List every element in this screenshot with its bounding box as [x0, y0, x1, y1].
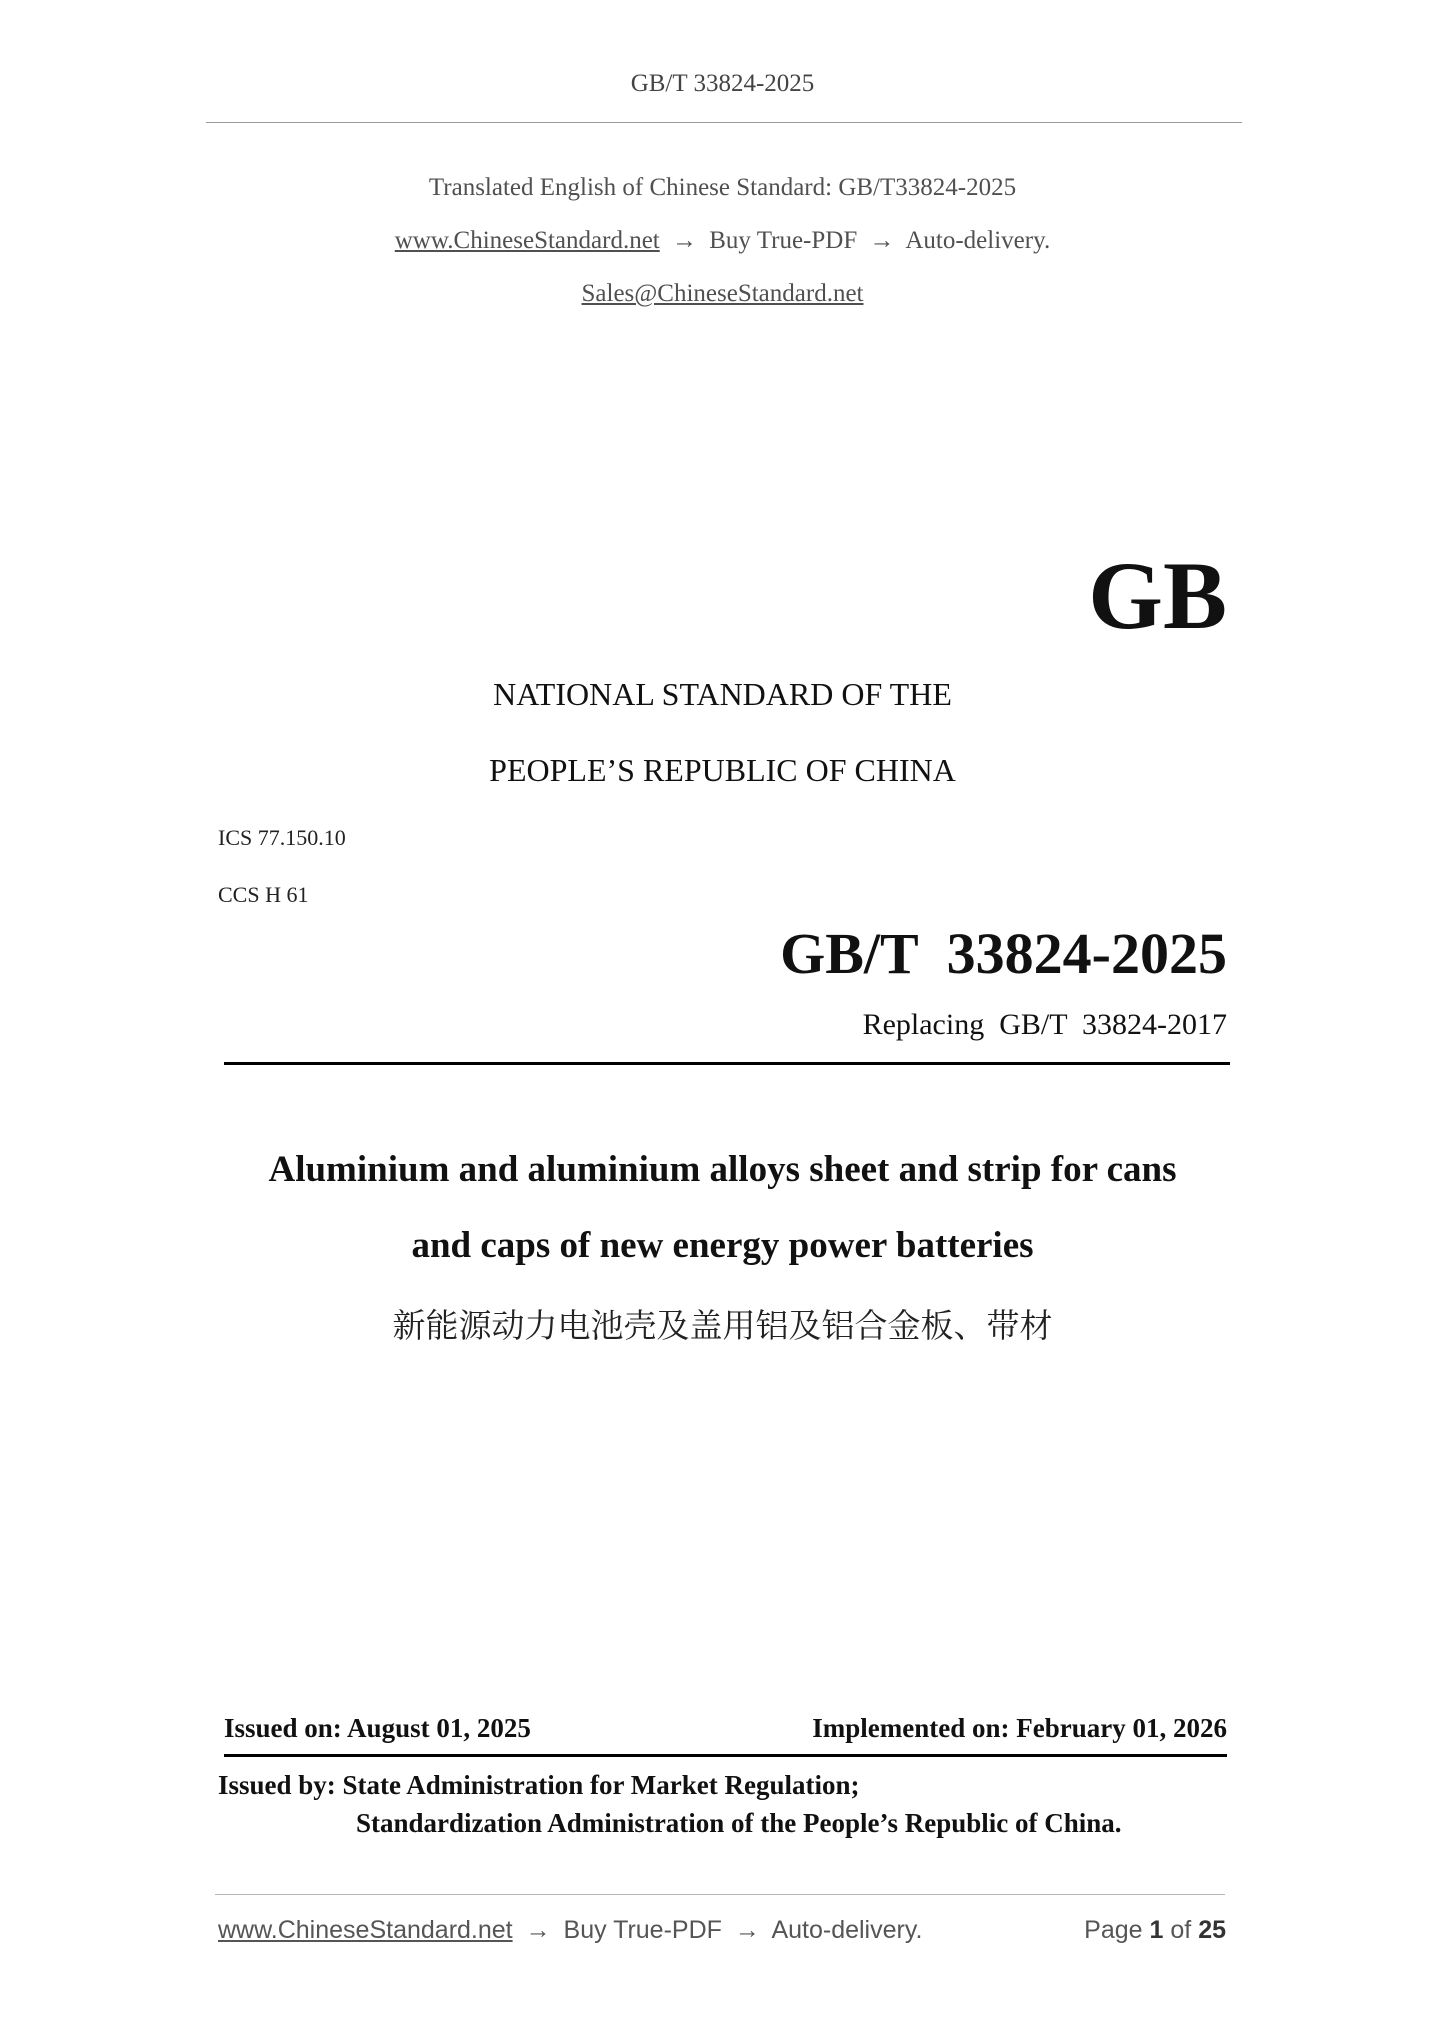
footer-auto-delivery-text: Auto-delivery.	[771, 1916, 923, 1944]
issued-on-date: Issued on: August 01, 2025	[224, 1713, 531, 1743]
running-header-title: GB/T 33824-2025	[630, 70, 815, 97]
issued-by-line2: Standardization Administration of the People’s Republic of China.	[356, 1808, 1122, 1838]
page-current: 1	[1149, 1916, 1164, 1944]
ics-code: ICS 77.150.10	[218, 825, 346, 850]
ccs-code: CCS H 61	[218, 882, 309, 907]
gb-logo: GB	[1088, 542, 1227, 649]
translation-notice: Translated English of Chinese Standard: GB/T33824-2025	[428, 174, 1017, 201]
page-of-label: of	[1170, 1916, 1192, 1944]
arrow-right-icon: →	[525, 1916, 551, 1944]
footer-website-link[interactable]: www.ChineseStandard.net	[218, 1916, 513, 1944]
page-total: 25	[1198, 1916, 1226, 1944]
dates-row	[224, 1713, 1227, 1744]
page-label: Page	[1084, 1916, 1143, 1944]
buy-pdf-text: Buy True-PDF	[709, 227, 858, 254]
page-indicator	[1084, 1916, 1226, 1945]
implemented-on-date: Implemented on: February 01, 2026	[812, 1713, 1227, 1743]
main-divider	[224, 1062, 1230, 1065]
national-standard-line1: NATIONAL STANDARD OF THE	[493, 676, 952, 712]
title-english-line2: and caps of new energy power batteries	[411, 1225, 1034, 1266]
header-divider	[206, 122, 1242, 123]
footer-divider	[215, 1894, 1225, 1895]
email-line	[0, 280, 1445, 308]
promo-line	[0, 227, 1445, 255]
arrow-right-icon: →	[734, 1916, 760, 1944]
footer-buy-pdf-text: Buy True-PDF	[563, 1916, 722, 1944]
page-footer	[218, 1916, 1226, 1945]
issued-by-line1: Issued by: State Administration for Market Regulation;	[218, 1770, 860, 1800]
dates-divider	[224, 1754, 1227, 1757]
replacing-standard: Replacing GB/T 33824-2017	[862, 1008, 1227, 1041]
auto-delivery-text: Auto-delivery.	[905, 227, 1051, 254]
sales-email-link[interactable]: Sales@ChineseStandard.net	[581, 280, 864, 307]
website-link[interactable]: www.ChineseStandard.net	[394, 227, 660, 254]
arrow-right-icon: →	[672, 227, 697, 254]
title-english-line1: Aluminium and aluminium alloys sheet and strip for cans	[268, 1149, 1177, 1190]
arrow-right-icon: →	[869, 227, 895, 254]
national-standard-line2: PEOPLE’S REPUBLIC OF CHINA	[489, 752, 956, 788]
title-chinese: 新能源动力电池壳及盖用铝及铝合金板、带材	[392, 1306, 1053, 1345]
standard-number: GB/T 33824-2025	[780, 921, 1227, 986]
